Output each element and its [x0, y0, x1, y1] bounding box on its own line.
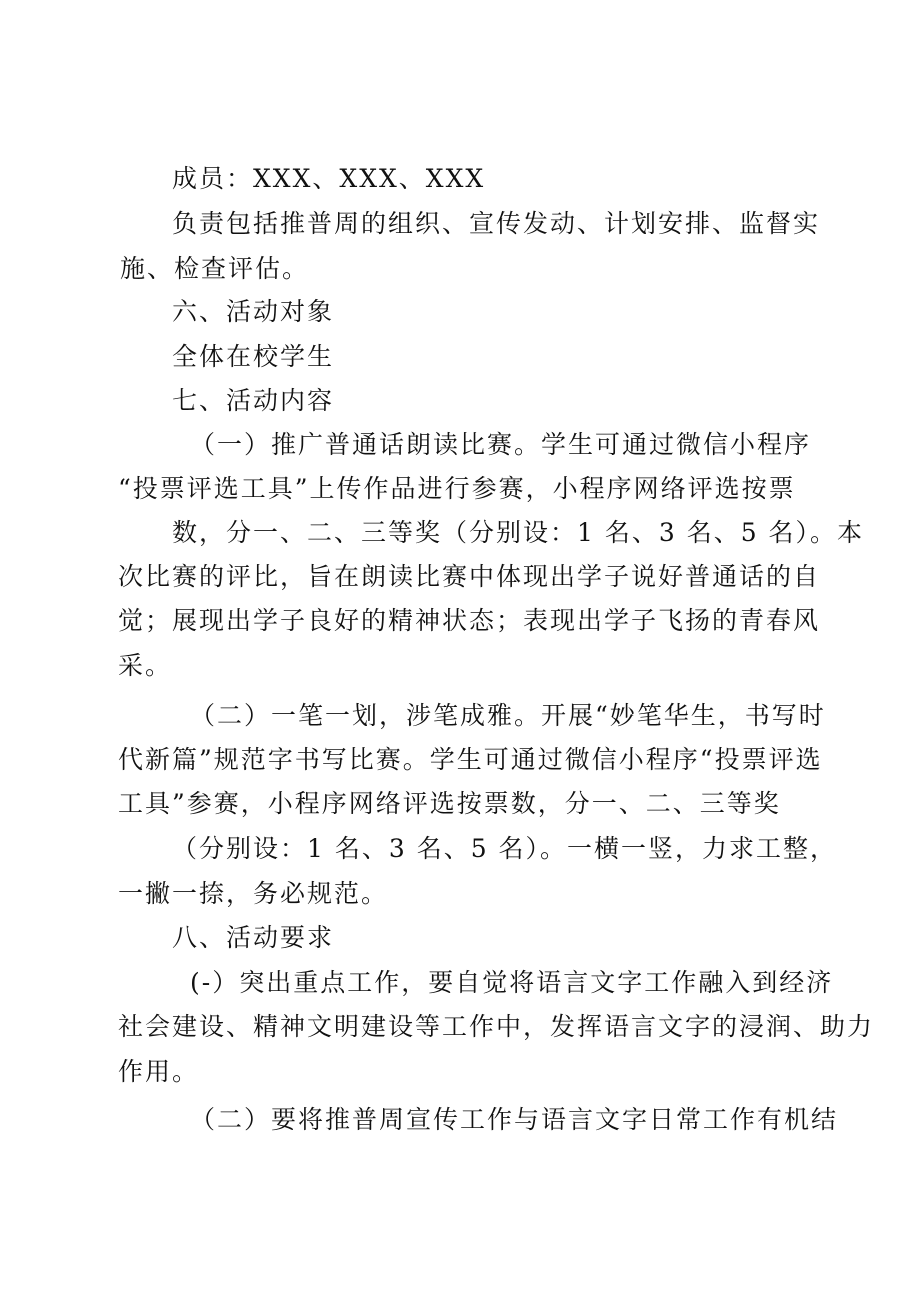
text-line: 作用。 — [118, 1057, 200, 1086]
text-line: 代新篇”规范字书写比赛。学生可通过微信小程序“投票评选 — [118, 745, 823, 774]
text-line: 全体在校学生 — [172, 342, 335, 371]
text-line: （分别设：1 名、3 名、5 名）。一横一竖，力求工整， — [172, 834, 838, 863]
text-line: 次比赛的评比，旨在朗读比赛中体现出学子说好普通话的自 — [118, 562, 821, 591]
text-line: “投票评选工具”上传作品进行参赛，小程序网络评选按票 — [118, 474, 796, 503]
text-line: 数，分一、二、三等奖（分别设：1 名、3 名、5 名）。本 — [172, 518, 865, 547]
text-line: 觉；展现出学子良好的精神状态；表现出学子飞扬的青春风 — [118, 606, 821, 635]
text-line: （二）一笔一划，涉笔成雅。开展“妙笔华生，书写时 — [190, 701, 826, 730]
text-line: (-）突出重点工作，要自觉将语言文字工作融入到经济 — [190, 968, 834, 997]
text-line: 社会建设、精神文明建设等工作中，发挥语言文字的浸润、助力 — [118, 1012, 875, 1041]
section-heading: 六、活动对象 — [172, 297, 335, 326]
section-heading: 七、活动内容 — [172, 386, 335, 415]
section-heading: 八、活动要求 — [172, 923, 335, 952]
text-line: （一）推广普通话朗读比赛。学生可通过微信小程序 — [190, 430, 812, 459]
text-line: （二）要将推普周宣传工作与语言文字日常工作有机结 — [190, 1105, 839, 1134]
text-line: 工具”参赛，小程序网络评选按票数，分一、二、三等奖 — [118, 789, 781, 818]
text-line: 负责包括推普周的组织、宣传发动、计划安排、监督实 — [172, 209, 821, 238]
text-line: 成员：XXX、XXX、XXX — [172, 164, 486, 193]
text-line: 一撇一捺，务必规范。 — [118, 879, 389, 908]
text-line: 施、检查评估。 — [120, 254, 310, 283]
text-line: 采。 — [118, 651, 173, 680]
